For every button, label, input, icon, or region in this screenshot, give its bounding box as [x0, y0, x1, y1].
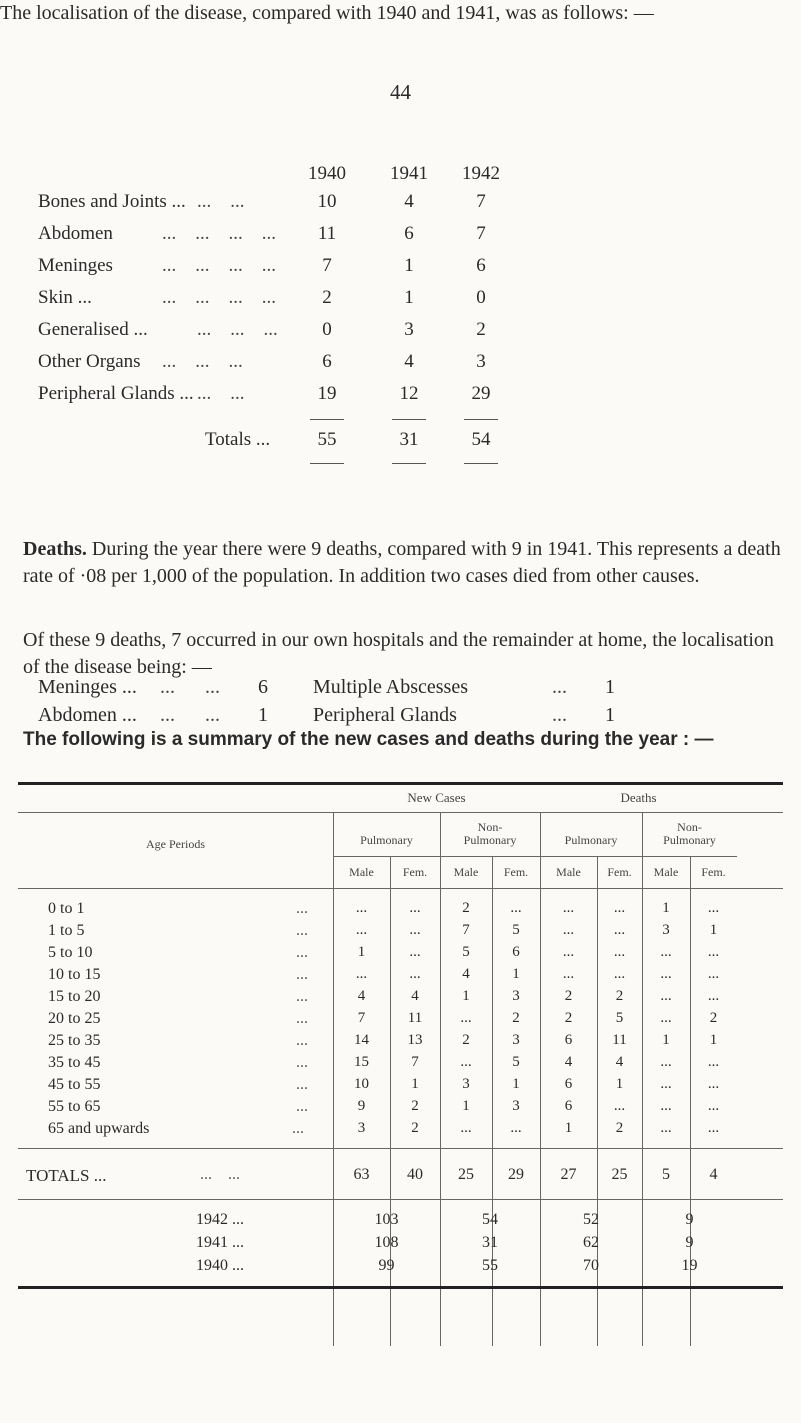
death-site-label: Peripheral Glands	[313, 704, 457, 726]
summary-cell: 1	[564, 1120, 573, 1136]
summary-cell: ...	[707, 1076, 720, 1092]
summary-cell: 3	[462, 1076, 470, 1092]
totals-label: Totals ...	[205, 429, 271, 450]
summary-cell: ...	[707, 900, 720, 916]
localisation-label: Other Organs	[38, 351, 141, 372]
age-period: 45 to 55	[48, 1076, 101, 1093]
age-period: 10 to 15	[48, 966, 101, 983]
summary-cell: ...	[409, 900, 421, 916]
summary-cell: 3	[512, 988, 520, 1004]
leader-dots: ... ...	[160, 676, 220, 698]
summary-cell: 2	[615, 988, 624, 1004]
leader-dots: ...	[296, 922, 308, 939]
sex-header: Fem.	[503, 865, 529, 879]
summary-cell: 3	[512, 1098, 520, 1114]
totals-rule	[18, 1148, 783, 1149]
leader-dots: ...	[296, 1098, 308, 1115]
summary-cell: ...	[409, 944, 421, 960]
summary-total: 27	[560, 1166, 577, 1183]
leader-dots: ... ... ... ...	[162, 287, 276, 308]
totals-value: 55	[317, 429, 337, 450]
year-value: 52	[583, 1211, 599, 1228]
summary-cell: 13	[407, 1032, 423, 1048]
leader-dots: ...	[552, 704, 567, 726]
age-period: 25 to 35	[48, 1032, 101, 1049]
summary-total: 4	[709, 1166, 718, 1183]
summary-cell: 3	[357, 1120, 366, 1136]
localisation-label: Abdomen	[38, 223, 113, 244]
sub-header-line: Pulmonary	[663, 833, 716, 847]
summary-cell: 5	[512, 1054, 520, 1070]
localisation-label: Skin ...	[38, 287, 92, 308]
death-site-label: Multiple Abscesses	[313, 676, 468, 698]
death-site-label: Meninges ...	[38, 676, 137, 698]
summary-cell: 7	[411, 1054, 419, 1070]
summary-cell: ...	[562, 944, 575, 960]
summary-cell: ...	[460, 1054, 472, 1070]
leader-dots: ...	[296, 944, 308, 961]
sub-header-line: Pulmonary	[564, 833, 618, 847]
summary-cell: 11	[612, 1032, 627, 1048]
localisation-value: 29	[471, 383, 491, 404]
sex-header: Fem.	[402, 865, 428, 879]
summary-cell: ...	[707, 966, 720, 982]
totals-value: 54	[471, 429, 491, 450]
year-label: 1941 ...	[196, 1234, 244, 1251]
sub-header	[440, 821, 540, 847]
age-period: 1 to 5	[48, 922, 85, 939]
sex-header: Fem.	[701, 865, 726, 879]
summary-total: 25	[611, 1166, 628, 1183]
summary-cell: 1	[411, 1076, 419, 1092]
year-value: 62	[583, 1234, 599, 1251]
summary-cell: 2	[512, 1010, 520, 1026]
summary-total: 25	[458, 1166, 474, 1183]
summary-cell: ...	[355, 900, 368, 916]
summary-cell: 6	[564, 1032, 573, 1048]
localisation-label: Meninges	[38, 255, 113, 276]
year-label: 1940 ...	[196, 1257, 244, 1274]
summary-cell: 6	[512, 944, 520, 960]
leader-dots: ... ... ...	[197, 319, 278, 340]
age-period: 55 to 65	[48, 1098, 101, 1115]
age-period: 35 to 45	[48, 1054, 101, 1071]
summary-cell: 2	[709, 1010, 718, 1026]
localisation-value: 3	[404, 319, 414, 340]
summary-cell: ...	[707, 944, 720, 960]
sex-header: Male	[653, 865, 679, 879]
summary-cell: ...	[613, 900, 626, 916]
summary-cell: ...	[660, 1098, 672, 1114]
localisation-value: 0	[476, 287, 486, 308]
summary-cell: ...	[355, 966, 368, 982]
year-header: 1942	[462, 163, 500, 184]
leader-dots: ...	[552, 676, 567, 698]
sub-header	[642, 821, 737, 847]
death-site-count: 6	[258, 676, 268, 698]
year-value: 19	[681, 1257, 698, 1274]
leader-dots: ...	[296, 900, 308, 917]
age-period: 0 to 1	[48, 900, 85, 917]
summary-cell: 1	[662, 900, 670, 916]
localisation-value: 6	[404, 223, 414, 244]
sub-header	[540, 834, 642, 847]
localisation-value: 10	[317, 191, 337, 212]
hospital-paragraph: Of these 9 deaths, 7 occurred in our own hospitals and the remainder at home, the localisation of the disease being: —	[23, 629, 774, 678]
sum-rule	[392, 463, 426, 464]
year-value: 103	[374, 1211, 399, 1228]
summary-cell: 2	[462, 900, 470, 916]
summary-cell: 1	[462, 988, 470, 1004]
summary-cell: 1	[462, 1098, 470, 1114]
totals-rule	[18, 1199, 783, 1200]
year-value: 55	[482, 1257, 498, 1274]
leader-dots: ... ... ... ...	[162, 255, 276, 276]
header-rule	[18, 812, 783, 813]
summary-cell: ...	[660, 988, 672, 1004]
table-top-border	[18, 782, 783, 785]
summary-cell: 2	[411, 1120, 419, 1136]
sex-header: Male	[453, 865, 479, 879]
summary-cell: 11	[407, 1010, 423, 1026]
localisation-value: 11	[317, 223, 337, 244]
sex-header: Fem.	[607, 865, 632, 879]
summary-cell: ...	[613, 944, 626, 960]
summary-cell: 1	[615, 1076, 624, 1092]
leader-dots: ...	[296, 1032, 308, 1049]
localisation-value: 4	[404, 351, 414, 372]
leader-dots: ... ...	[197, 383, 245, 404]
summary-total: 5	[662, 1166, 670, 1183]
summary-cell: 7	[357, 1010, 366, 1026]
summary-cell: ...	[460, 1010, 472, 1026]
summary-cell: 10	[354, 1076, 369, 1092]
leader-dots: ...	[292, 1120, 304, 1137]
death-site-count: 1	[605, 676, 615, 698]
sub-header-line: Pulmonary	[360, 833, 413, 847]
summary-cell: 2	[564, 1010, 573, 1026]
age-period: 15 to 20	[48, 988, 101, 1005]
leader-dots: ... ... ... ...	[162, 223, 276, 244]
age-period: 20 to 25	[48, 1010, 101, 1027]
sum-rule	[310, 419, 344, 420]
death-site-label: Abdomen ...	[38, 704, 137, 726]
localisation-value: 6	[322, 351, 332, 372]
localisation-label: Generalised ...	[38, 319, 148, 340]
localisation-value: 19	[317, 383, 337, 404]
summary-cell: 1	[512, 966, 520, 982]
localisation-value: 1	[404, 287, 414, 308]
localisation-label: Bones and Joints ...	[38, 191, 186, 212]
summary-cell: 4	[462, 966, 470, 982]
leader-dots: ...	[296, 1076, 308, 1093]
localisation-value: 0	[322, 319, 332, 340]
summary-cell: 3	[662, 922, 670, 938]
sub-header	[333, 834, 440, 847]
localisation-value: 1	[404, 255, 414, 276]
summary-cell: ...	[409, 922, 421, 938]
summary-cell: ...	[562, 922, 575, 938]
header-rule	[18, 888, 783, 889]
summary-cell: ...	[562, 900, 575, 916]
summary-cell: 3	[512, 1032, 520, 1048]
summary-cell: ...	[660, 1010, 672, 1026]
year-value: 31	[482, 1234, 498, 1251]
summary-cell: 1	[662, 1032, 670, 1048]
summary-cell: 1	[709, 1032, 718, 1048]
year-value: 54	[482, 1211, 498, 1228]
leader-dots: ...	[296, 1010, 308, 1027]
deaths-paragraph	[23, 536, 783, 590]
age-period: 65 and upwards	[48, 1120, 150, 1137]
summary-cell: ...	[707, 1054, 720, 1070]
leader-dots: ... ... ...	[162, 351, 243, 372]
death-site-count: 1	[258, 704, 268, 726]
year-header: 1941	[390, 163, 428, 184]
sub-header-line: Non-	[677, 820, 702, 834]
summary-cell: ...	[707, 1098, 720, 1114]
page-number: 44	[390, 80, 411, 104]
year-value: 9	[685, 1211, 694, 1228]
sub-header-line: Non-	[477, 820, 503, 834]
summary-cell: 1	[512, 1076, 520, 1092]
localisation-label: Peripheral Glands ...	[38, 383, 194, 404]
localisation-value: 6	[476, 255, 486, 276]
summary-total: 29	[508, 1166, 524, 1183]
intro-paragraph: The localisation of the disease, compared with 1940 and 1941, was as follows: —	[0, 2, 654, 24]
summary-cell: 2	[564, 988, 573, 1004]
year-value: 9	[685, 1234, 694, 1251]
summary-cell: 1	[709, 922, 718, 938]
sum-rule	[464, 419, 498, 420]
age-periods-header: Age Periods	[146, 837, 205, 851]
leader-dots: ...	[296, 988, 308, 1005]
summary-cell: 15	[354, 1054, 369, 1070]
summary-cell: 5	[615, 1010, 624, 1026]
summary-cell: ...	[707, 988, 720, 1004]
localisation-value: 2	[476, 319, 486, 340]
sum-rule	[310, 463, 344, 464]
summary-total: 63	[353, 1166, 370, 1183]
localisation-value: 7	[322, 255, 332, 276]
summary-cell: 4	[615, 1054, 624, 1070]
summary-cell: 2	[411, 1098, 419, 1114]
table-bottom-border	[18, 1286, 783, 1289]
localisation-value: 7	[476, 191, 486, 212]
year-value: 99	[378, 1257, 395, 1274]
summary-cell: 4	[357, 988, 366, 1004]
localisation-value: 12	[399, 383, 419, 404]
leader-dots: ... ...	[197, 191, 245, 212]
localisation-value: 7	[476, 223, 486, 244]
summary-cell: ...	[660, 1054, 672, 1070]
summary-cell: 5	[462, 944, 470, 960]
summary-cell: 9	[357, 1098, 366, 1114]
sum-rule	[392, 419, 426, 420]
sex-header: Male	[556, 865, 581, 879]
deaths-heading: Deaths.	[23, 538, 87, 560]
sex-header: Male	[349, 865, 374, 879]
leader-dots: ...	[296, 1054, 308, 1071]
summary-cell: ...	[660, 1120, 672, 1136]
summary-cell: ...	[460, 1120, 472, 1136]
summary-cell: ...	[613, 966, 626, 982]
summary-cell: ...	[613, 922, 626, 938]
summary-total: 40	[407, 1166, 423, 1183]
summary-cell: ...	[510, 1120, 522, 1136]
year-value: 70	[583, 1257, 599, 1274]
summary-cell: ...	[409, 966, 421, 982]
leader-dots: ... ...	[160, 704, 220, 726]
summary-cell: ...	[510, 900, 522, 916]
year-header: 1940	[308, 163, 346, 184]
summary-cell: 2	[615, 1120, 624, 1136]
summary-cell: 1	[357, 944, 366, 960]
summary-cell: 4	[411, 988, 419, 1004]
header-rule	[333, 856, 737, 857]
year-value: 108	[374, 1234, 399, 1251]
localisation-value: 4	[404, 191, 414, 212]
group-header-deaths: Deaths	[620, 790, 657, 805]
totals-value: 31	[399, 429, 419, 450]
sum-rule	[464, 463, 498, 464]
summary-cell: 2	[462, 1032, 470, 1048]
localisation-value: 3	[476, 351, 486, 372]
group-header-new-cases: New Cases	[407, 790, 466, 805]
summary-cell: ...	[355, 922, 368, 938]
summary-cell: 14	[354, 1032, 369, 1048]
age-period: 5 to 10	[48, 944, 93, 961]
summary-cell: ...	[660, 966, 672, 982]
summary-cell: 6	[564, 1076, 573, 1092]
leader-dots: ...	[296, 966, 308, 983]
summary-cell: ...	[660, 944, 672, 960]
summary-cell: ...	[660, 1076, 672, 1092]
totals-label: TOTALS ...	[26, 1166, 107, 1185]
summary-title: The following is a summary of the new cases and deaths during the year : —	[23, 729, 714, 750]
death-site-count: 1	[605, 704, 615, 726]
summary-cell: 5	[512, 922, 520, 938]
summary-cell: ...	[613, 1098, 626, 1114]
deaths-text: During the year there were 9 deaths, compared with 9 in 1941. This represents a death rate of ·08 per 1,000 of the population. In addition two cases died from other causes.	[23, 538, 781, 587]
summary-cell: ...	[562, 966, 575, 982]
summary-cell: 6	[564, 1098, 573, 1114]
sub-header-line: Pulmonary	[463, 833, 517, 847]
summary-cell: ...	[707, 1120, 720, 1136]
localisation-value: 2	[322, 287, 332, 308]
year-label: 1942 ...	[196, 1211, 244, 1228]
summary-cell: 7	[462, 922, 470, 938]
summary-cell: 4	[564, 1054, 573, 1070]
leader-dots: ... ...	[200, 1166, 240, 1183]
